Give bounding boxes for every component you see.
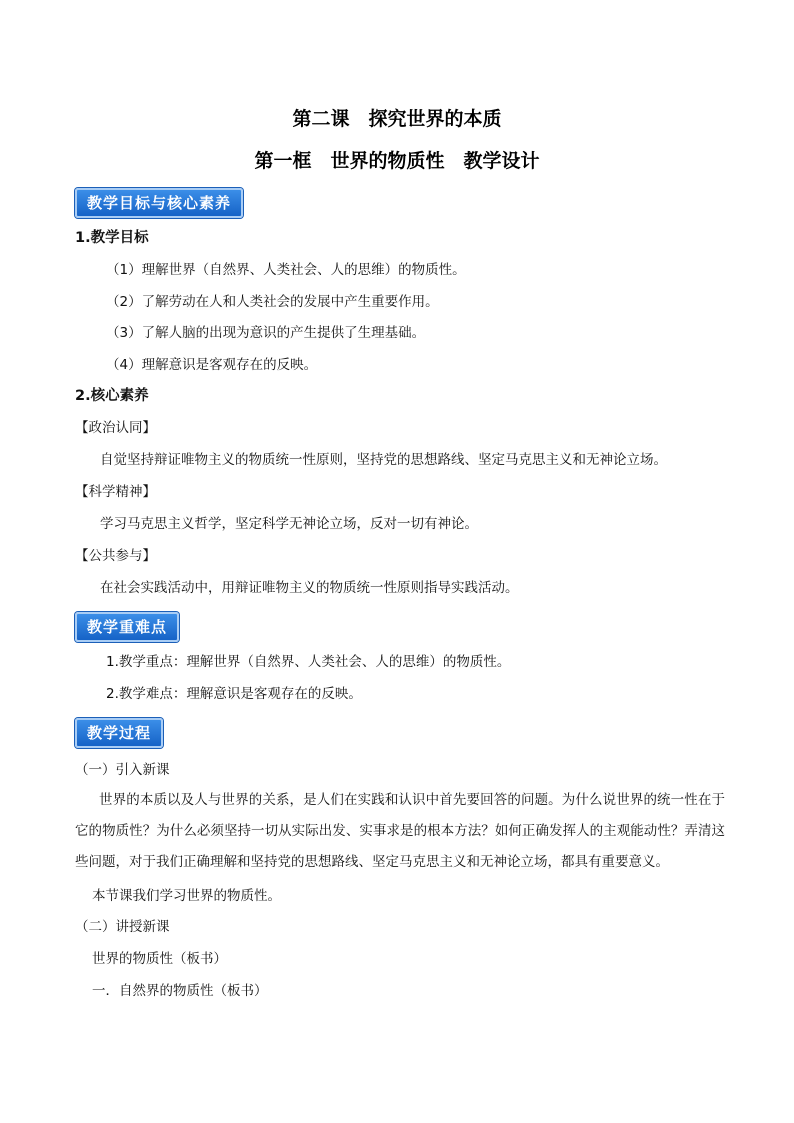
part2-heading: （二）讲授新课 (75, 919, 170, 935)
intro-paragraph-2: 本节课我们学习世界的物质性。 (92, 888, 281, 904)
literacy-text: 自觉坚持辩证唯物主义的物质统一性原则，坚持党的思想路线、坚定马克思主义和无神论立场。 (100, 452, 667, 468)
section-title: 第一框 世界的物质性 教学设计 (254, 150, 540, 172)
literacy-text: 在社会实践活动中，用辩证唯物主义的物质统一性原则指导实践活动。 (100, 580, 519, 596)
badge-process: 教学过程 (75, 718, 163, 748)
literacy-heading: 2.核心素养 (75, 388, 149, 404)
board-line: 世界的物质性（板书） (92, 951, 227, 967)
literacy-text: 学习马克思主义哲学，坚定科学无神论立场，反对一切有神论。 (100, 516, 478, 532)
goal-item: （3）了解人脑的出现为意识的产生提供了生理基础。 (106, 325, 426, 341)
goal-item: （4）理解意识是客观存在的反映。 (106, 357, 318, 373)
badge-objectives: 教学目标与核心素养 (75, 188, 243, 218)
lesson-title: 第二课 探究世界的本质 (292, 108, 502, 130)
board-line: 一．自然界的物质性（板书） (92, 983, 268, 999)
badge-key-points: 教学重难点 (75, 612, 179, 642)
key-point-item: 1.教学重点：理解世界（自然界、人类社会、人的思维）的物质性。 (106, 654, 511, 670)
literacy-label: 【政治认同】 (75, 420, 156, 436)
literacy-label: 【科学精神】 (75, 484, 156, 500)
intro-paragraph: 世界的本质以及人与世界的关系，是人们在实践和认识中首先要回答的问题。为什么说世界的统一性在于它的物质性？为什么必须坚持一切从实际出发、实事求是的根本方法？如何正确发挥人的主观能动性？弄清这些问题，对于我们正确理解和坚持党的思想路线、坚定马克思主义和无神论立场，都具有重要意义。 (75, 792, 725, 870)
goal-item: （2）了解劳动在人和人类社会的发展中产生重要作用。 (106, 294, 439, 310)
goals-heading: 1.教学目标 (75, 230, 149, 246)
key-point-item: 2.教学难点：理解意识是客观存在的反映。 (106, 686, 362, 702)
part1-heading: （一）引入新课 (75, 762, 170, 778)
literacy-label: 【公共参与】 (75, 548, 156, 564)
goal-item: （1）理解世界（自然界、人类社会、人的思维）的物质性。 (106, 262, 466, 278)
